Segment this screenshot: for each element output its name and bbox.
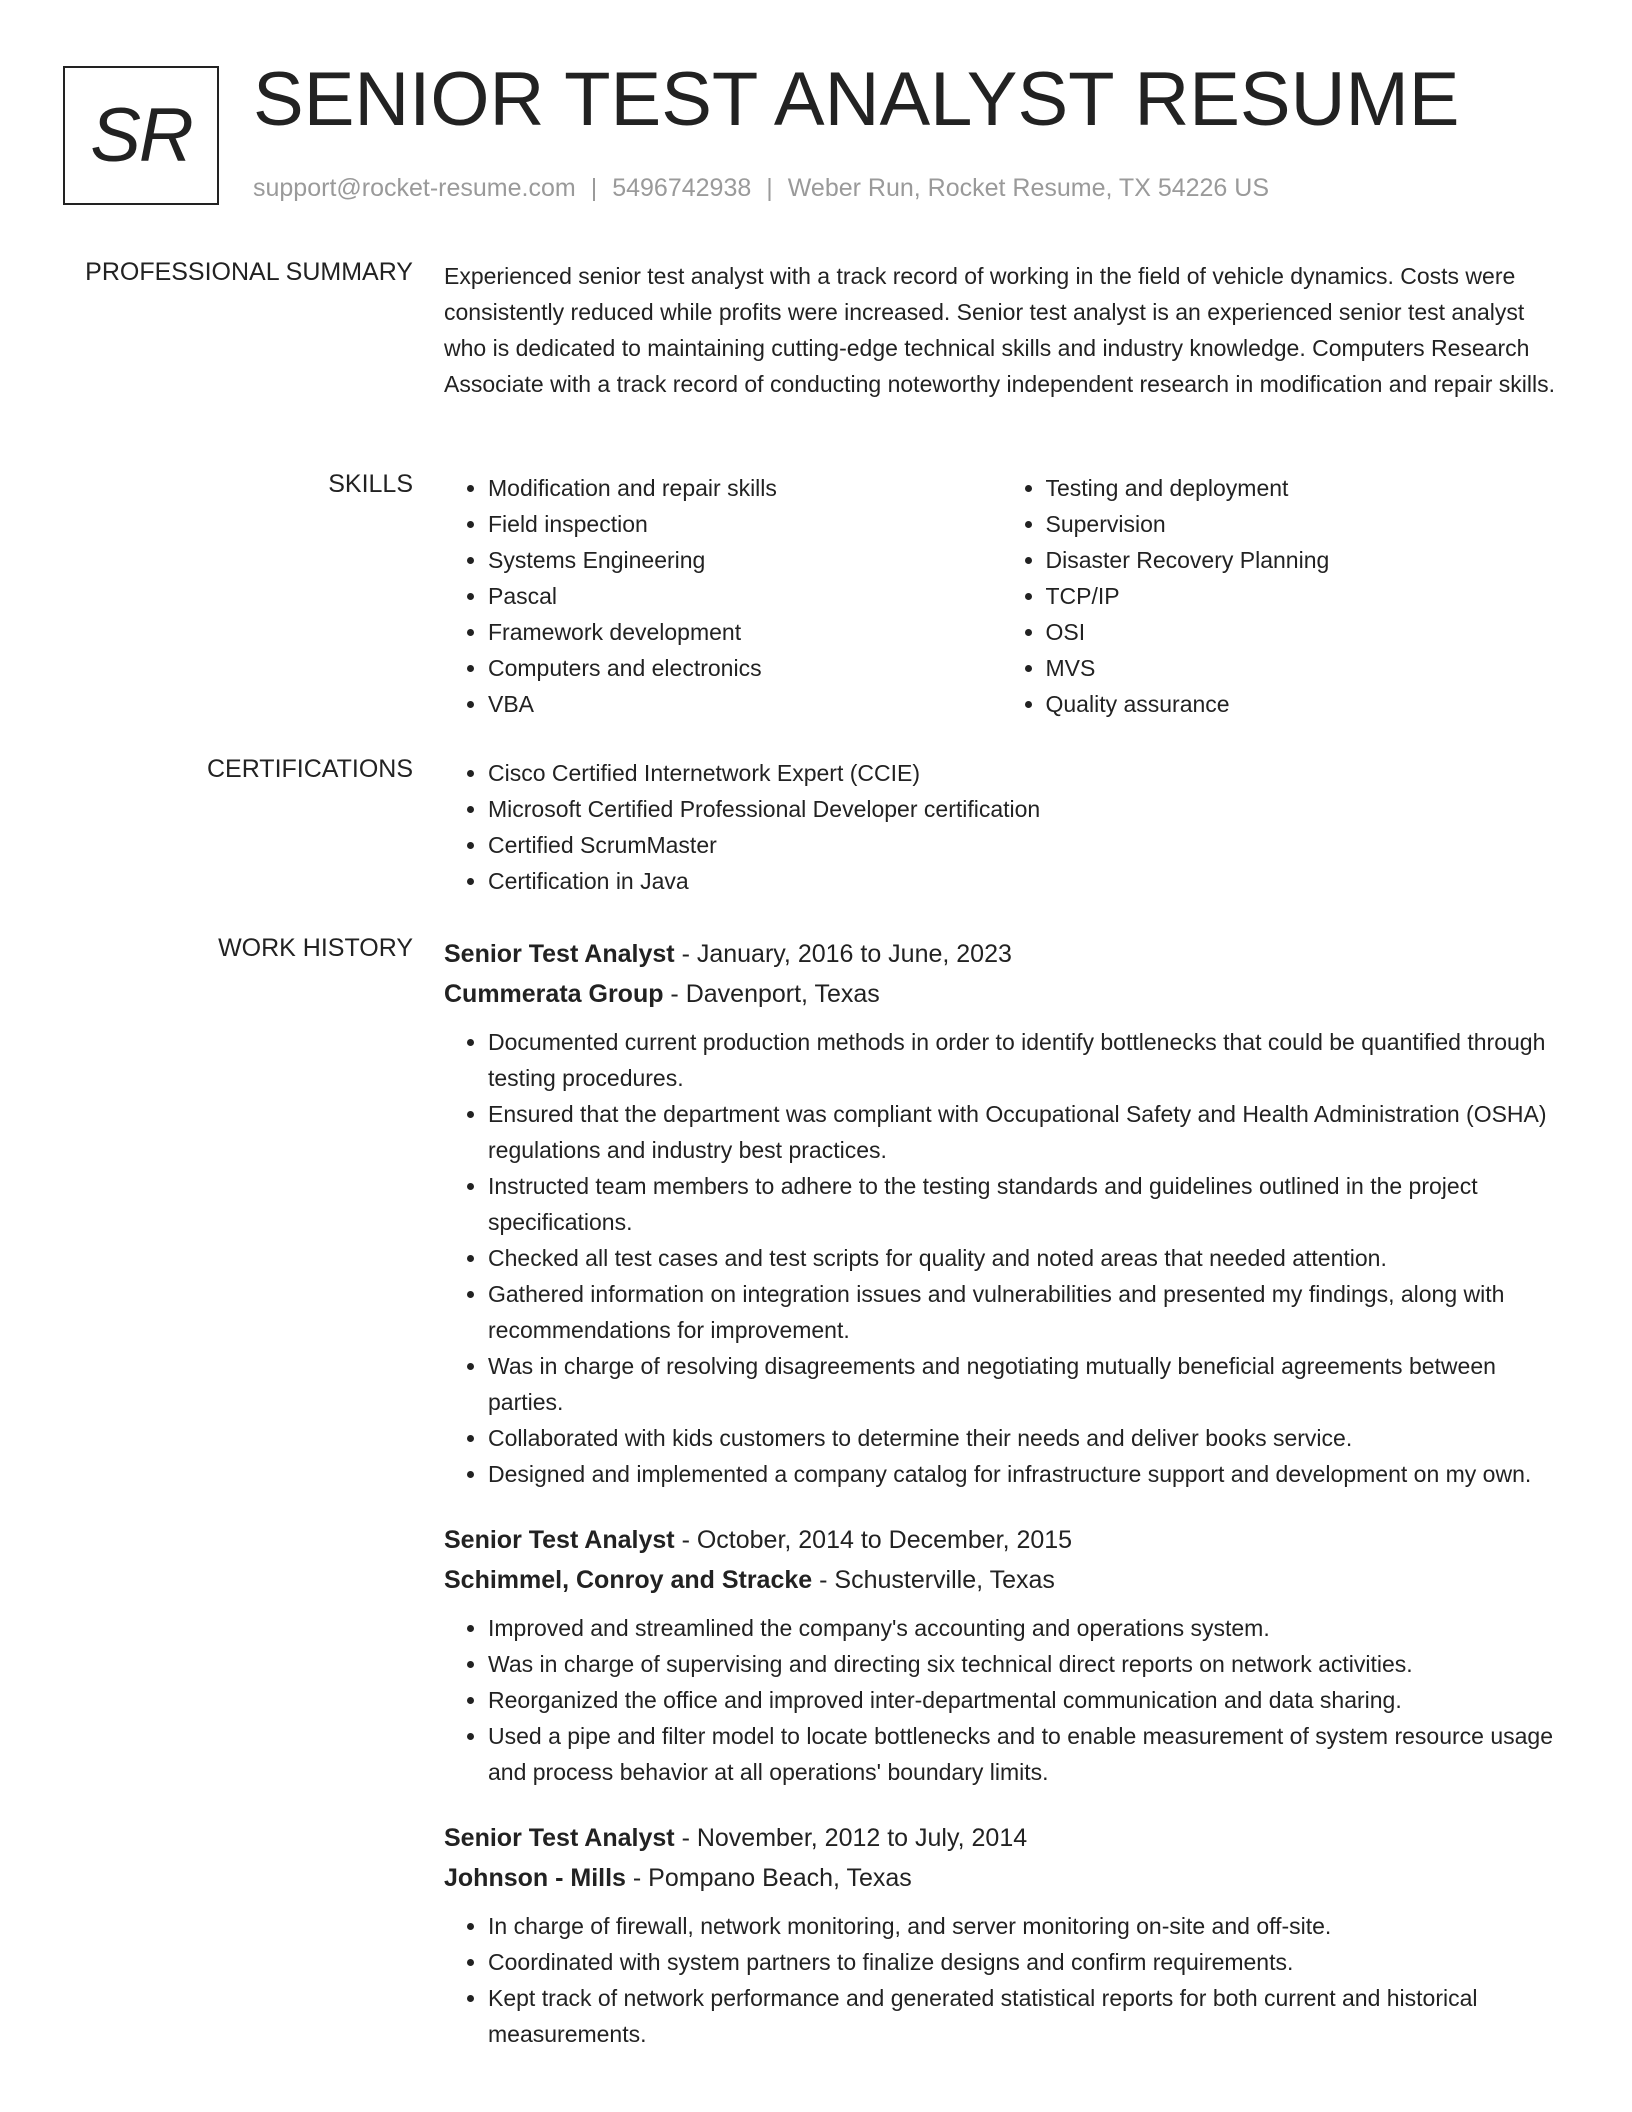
skill-item: • Disaster Recovery Planning xyxy=(1046,542,1560,578)
contact-address: Weber Run, Rocket Resume, TX 54226 US xyxy=(787,174,1270,202)
job-title-line xyxy=(444,934,1559,974)
job-location: - Davenport, Texas xyxy=(663,980,880,1008)
job-bullet: • Improved and streamlined the company's accounting and operations system. xyxy=(488,1610,1559,1646)
job-dates: - October, 2014 to December, 2015 xyxy=(674,1526,1073,1554)
section-label-work-history: WORK HISTORY xyxy=(218,934,413,962)
skill-item: • Supervision xyxy=(1046,506,1560,542)
certification-item: • Microsoft Certified Professional Developer certification xyxy=(488,791,1559,827)
job-bullet: • Coordinated with system partners to finalize designs and confirm requirements. xyxy=(488,1944,1559,1980)
contact-line xyxy=(253,174,1269,203)
monogram: SR xyxy=(63,66,219,205)
job-bullets xyxy=(444,1610,1559,1790)
job-bullet: • Checked all test cases and test scripts for quality and noted areas that needed attention. xyxy=(488,1240,1559,1276)
job-company-line xyxy=(444,1560,1559,1600)
job-company-line xyxy=(444,1858,1559,1898)
page-title: SENIOR TEST ANALYST RESUME xyxy=(253,57,1460,142)
job-location: - Pompano Beach, Texas xyxy=(625,1864,912,1892)
job-bullet: • Reorganized the office and improved inter-departmental communication and data sharing. xyxy=(488,1682,1559,1718)
section-label-skills: SKILLS xyxy=(328,470,413,498)
job-bullet: • Collaborated with kids customers to determine their needs and deliver books service. xyxy=(488,1420,1559,1456)
contact-separator: | xyxy=(590,174,598,202)
certification-item: • Cisco Certified Internetwork Expert (CCIE) xyxy=(488,755,1559,791)
job-title-line xyxy=(444,1818,1559,1858)
skill-item: • VBA xyxy=(488,686,1002,722)
skill-item: • OSI xyxy=(1046,614,1560,650)
skill-item: • Framework development xyxy=(488,614,1002,650)
certification-item: • Certification in Java xyxy=(488,863,1559,899)
job-bullet: • Ensured that the department was compliant with Occupational Safety and Health Administration (OSHA) regulations and industry best practices. xyxy=(488,1096,1559,1168)
skill-item: • Pascal xyxy=(488,578,1002,614)
certification-item: • Certified ScrumMaster xyxy=(488,827,1559,863)
certifications-list xyxy=(444,755,1559,899)
section-label-summary: PROFESSIONAL SUMMARY xyxy=(85,258,413,286)
job-entry xyxy=(444,1520,1559,1790)
job-bullets xyxy=(444,1024,1559,1492)
job-company-line xyxy=(444,974,1559,1014)
summary-text: Experienced senior test analyst with a track record of working in the field of vehicle dynamics. Costs were consistently reduced while profits were increased. Senior test analyst is an experienced senior test analyst who is dedicated to maintaining cutting-edge technical skills and industry knowledge. Computers Research Associate with a track record of conducting noteworthy independent research in modification and repair skills. xyxy=(444,263,1555,397)
job-dates: - November, 2012 to July, 2014 xyxy=(674,1824,1028,1852)
skill-item: • Field inspection xyxy=(488,506,1002,542)
job-bullet: • Used a pipe and filter model to locate bottlenecks and to enable measurement of system resource usage and process behavior at all operations' boundary limits. xyxy=(488,1718,1559,1790)
job-title: Senior Test Analyst xyxy=(444,940,675,968)
job-bullet: • Instructed team members to adhere to the testing standards and guidelines outlined in the project specifications. xyxy=(488,1168,1559,1240)
job-bullet: • Was in charge of supervising and directing six technical direct reports on network activities. xyxy=(488,1646,1559,1682)
job-entry xyxy=(444,1818,1559,2052)
skill-item: • TCP/IP xyxy=(1046,578,1560,614)
job-dates: - January, 2016 to June, 2023 xyxy=(674,940,1012,968)
contact-phone: 5496742938 xyxy=(612,174,752,202)
skill-item: • Quality assurance xyxy=(1046,686,1560,722)
skills-list-col1 xyxy=(444,470,1002,722)
job-entry xyxy=(444,934,1559,1492)
skills-list-col2 xyxy=(1002,470,1560,722)
job-title: Senior Test Analyst xyxy=(444,1824,675,1852)
contact-email: support@rocket-resume.com xyxy=(253,174,576,202)
job-bullets xyxy=(444,1908,1559,2052)
skill-item: • Systems Engineering xyxy=(488,542,1002,578)
job-company: Cummerata Group xyxy=(444,980,664,1008)
job-title-line xyxy=(444,1520,1559,1560)
skill-item: • Testing and deployment xyxy=(1046,470,1560,506)
job-company: Johnson - Mills xyxy=(444,1864,626,1892)
job-bullet: • Kept track of network performance and generated statistical reports for both current and historical measurements. xyxy=(488,1980,1559,2052)
skill-item: • Modification and repair skills xyxy=(488,470,1002,506)
job-title: Senior Test Analyst xyxy=(444,1526,675,1554)
contact-separator: | xyxy=(766,174,773,202)
skill-item: • Computers and electronics xyxy=(488,650,1002,686)
job-location: - Schusterville, Texas xyxy=(812,1566,1055,1594)
job-bullet: • Gathered information on integration issues and vulnerabilities and presented my findings, along with recommendations for improvement. xyxy=(488,1276,1559,1348)
job-bullet: • Was in charge of resolving disagreements and negotiating mutually beneficial agreements between parties. xyxy=(488,1348,1559,1420)
section-label-certifications: CERTIFICATIONS xyxy=(206,755,413,783)
job-bullet: • Designed and implemented a company catalog for infrastructure support and development on my own. xyxy=(488,1456,1559,1492)
job-bullet: • In charge of firewall, network monitoring, and server monitoring on-site and off-site. xyxy=(488,1908,1559,1944)
job-company: Schimmel, Conroy and Stracke xyxy=(444,1566,813,1594)
job-bullet: • Documented current production methods in order to identify bottlenecks that could be quantified through testing procedures. xyxy=(488,1024,1559,1096)
skill-item: • MVS xyxy=(1046,650,1560,686)
